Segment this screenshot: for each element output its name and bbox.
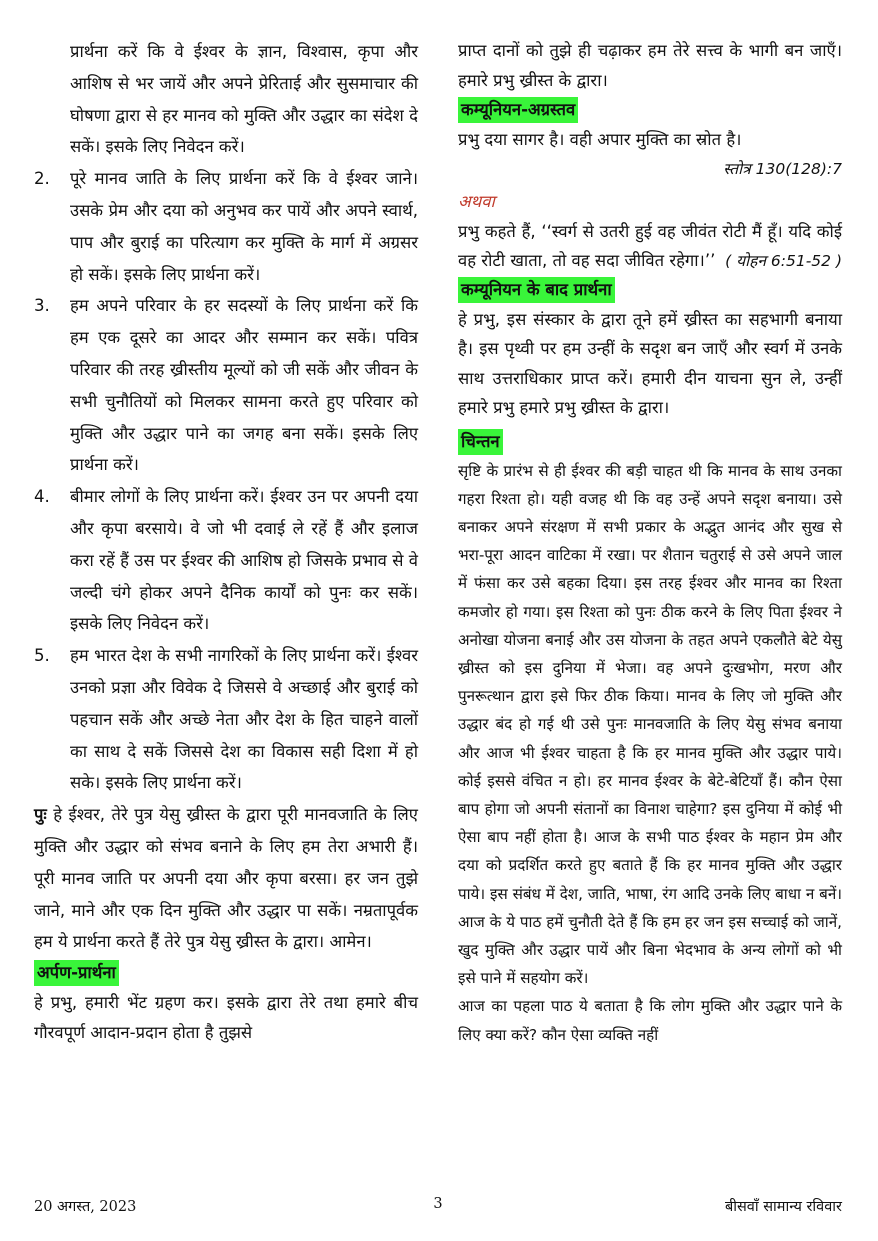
footer-date: 20 अगस्त, 2023 <box>34 1199 137 1215</box>
reflection-text: सृष्टि के प्रारंभ से ही ईश्वर की बड़ी चाहत थी कि मानव के साथ उनका गहरा रिश्ता हो। यही वजह थी कि वह उन्हें अपने सदृश बनाया। उसे बनाकर अपने संरक्षण में सभी प्रकार के अद्भुत आनंद और सुख से भरा-पूरा आदन वाटिका में रखा। पर शैतान चतुराई से उसे अपने जाल में फंसा कर उसे बहका दिया। इस तरह ईश्वर और मानव का रिश्ता कमजोर हो गया। इस रिश्ता को पुनः ठीक करने के लिए पिता ईश्वर ने अनोखा योजना बनाई और उस योजना के तहत अपने एकलौते बेटे येसु ख्रीस्त को इस दुनिया में भेजा। वह अपने दुःखभोग, मरण और पुनरूत्थान द्वारा इसे फिर ठीक किया। मानव के लिए जो मुक्ति और उद्धार बंद हो गई थी उसे पुनः मानवजाति के लिए येसु संभव बनाया और आज भी ईश्वर चाहता है कि हर मानव मुक्ति और उद्धार पाये। कोई इससे वंचित न हो। हर मानव ईश्वर के बेटे-बेटियाँ हैं। कौन ऐसा बाप होगा जो अपनी संतानों का विनाश चाहेगा? इस दुनिया में कोई भी ऐसा बाप नहीं होता है। आज के सभी पाठ ईश्वर के महान प्रेम और दया को प्रदर्शित करते हुए बताते हैं कि हर मानव मुक्ति और उद्धार पाये। इस संबंध में देश, जाति, भाषा, रंग आदि उनके लिए बाधा न बनें। आज के ये पाठ हमें चुनौती देते हैं कि हम हर जन इस सच्चाई को जानें, खुद मुक्ति और उद्धार पायें और बिना भेदभाव के अन्य लोगों को भी इसे पाने में सहयोग करें। <box>458 461 842 988</box>
item-number: 3. <box>34 296 50 316</box>
left-column <box>34 36 418 1047</box>
item-number: 4. <box>34 487 50 507</box>
john-reference: ( योहन 6:51-52 ) <box>725 251 842 270</box>
offering-prayer-continued: प्राप्त दानों को तुझे ही चढ़ाकर हम तेरे सत्त्व के भागी बन जाएँ। हमारे प्रभु ख्रीस्त के द्वारा। <box>458 41 842 90</box>
alternate-antiphon-text: प्रभु कहते हैं, ‘‘स्वर्ग से उतरी हुई वह जीवंत रोटी मैं हूँ। यदि कोई वह रोटी खाता, तो वह सदा जीवित रहेगा।’’ <box>458 221 842 270</box>
psalm-reference: स्तोत्र 130(128):7 <box>723 159 842 178</box>
item-text: हम भारत देश के सभी नागरिकों के लिए प्रार्थना करें। ईश्वर उनको प्रज्ञा और विवेक दे जिससे वे अच्छाई और बुराई को पहचान सकें और अच्छे नेता और देश के हित चाहने वालों का साथ दे सकें जिससे देश का विकास सही दिशा में हो सके। इसके लिए प्रार्थना करें। <box>70 646 418 793</box>
post-communion-text: हे प्रभु, इस संस्कार के द्वारा तूने हमें ख्रीस्त का सहभागी बनाया है। इस पृथ्वी पर हम उन्हीं के सदृश बन जाएँ और स्वर्ग में उनके साथ उत्तराधिकार प्राप्त करें। हमारी दीन याचना सुन ले, उन्हीं हमारे प्रभु हमारे प्रभु ख्रीस्त के द्वारा। <box>458 309 842 417</box>
item-number: 2. <box>34 169 50 189</box>
intercession-item-4 <box>34 481 418 640</box>
page-footer <box>34 1196 842 1218</box>
or-label: अथवा <box>458 191 495 211</box>
item-text: हम अपने परिवार के हर सदस्यों के लिए प्रार्थना करें कि हम एक दूसरे का आदर और सम्मान कर सकें। पवित्र परिवार की तरह ख्रीस्तीय मूल्यों को जी सकें और जीवन के सभी चुनौतियों को मिलकर सामना करते हुए परिवार को मुक्ति और उद्धार पाने का जगह बना सकें। इसके लिए प्रार्थना करें। <box>70 296 418 475</box>
prayer-intro-paragraph: प्रार्थना करें कि वे ईश्वर के ज्ञान, विश्वास, कृपा और आशिष से भर जायें और अपने प्रेरिताई और सुसमाचार की घोषणा द्वारा से हर मानव को मुक्ति और उद्धार का संदेश दे सकें। इसके लिए निवेदन करें। <box>70 42 418 157</box>
reflection-heading: चिन्तन <box>458 429 503 455</box>
offering-prayer-heading: अर्पण-प्रार्थना <box>34 960 119 986</box>
page-number: 3 <box>433 1196 443 1212</box>
priest-label: पुः <box>34 805 47 825</box>
communion-antiphon-text: प्रभु दया सागर है। वही अपार मुक्ति का स्रोत है। <box>458 130 742 149</box>
item-text: बीमार लोगों के लिए प्रार्थना करें। ईश्वर उन पर अपनी दया और कृपा बरसाये। वे जो भी दवाई ले रहें हैं और इलाज करा रहें हैं उस पर ईश्वर की आशिष हो जिसके प्रभाव से वे जल्दी चंगे होकर अपने दैनिक कार्यों को पुनः कर सकें। इसके लिए निवेदन करें। <box>70 487 418 634</box>
item-text: पूरे मानव जाति के लिए प्रार्थना करें कि वे ईश्वर जाने। उसके प्रेम और दया को अनुभव कर पायें और अपने स्वार्थ, पाप और बुराई का परित्याग कर मुक्ति के मार्ग में अग्रसर हो सकें। इसके लिए प्रार्थना करें। <box>70 169 418 284</box>
footer-occasion: बीसवाँ सामान्य रविवार <box>724 1199 842 1215</box>
offering-prayer-text: हे प्रभु, हमारी भेंट ग्रहण कर। इसके द्वारा तेरे तथा हमारे बीच गौरवपूर्ण आदान-प्रदान होता है तुझसे <box>34 993 418 1042</box>
intercession-item-5 <box>34 640 418 799</box>
closing-prayer-text: हे ईश्वर, तेरे पुत्र येसु ख्रीस्त के द्वारा पूरी मानवजाति के लिए मुक्ति और उद्धार को संभव बनाने के लिए हम तेरा अभारी हैं। पूरी मानव जाति पर अपनी दया और कृपा बरसा। हर जन तुझे जाने, माने और एक दिन मुक्ति और उद्धार पा सकें। नम्रतापूर्वक हम ये प्रार्थना करते हैं तेरे पुत्र येसु ख्रीस्त के द्वारा। आमेन। <box>34 805 418 952</box>
closing-prayer <box>34 799 418 958</box>
intercession-item-3 <box>34 290 418 481</box>
communion-antiphon-heading: कम्यूनियन-अग्रस्तव <box>458 97 578 123</box>
intercession-item-2 <box>34 163 418 290</box>
right-column <box>458 36 842 1049</box>
item-number: 5. <box>34 646 50 666</box>
reflection-text-2: आज का पहला पाठ ये बताता है कि लोग मुक्ति और उद्धार पाने के लिए क्या करें? कौन ऐसा व्यक्ति नहीं <box>458 997 842 1044</box>
post-communion-heading: कम्यूनियन के बाद प्रार्थना <box>458 277 615 303</box>
